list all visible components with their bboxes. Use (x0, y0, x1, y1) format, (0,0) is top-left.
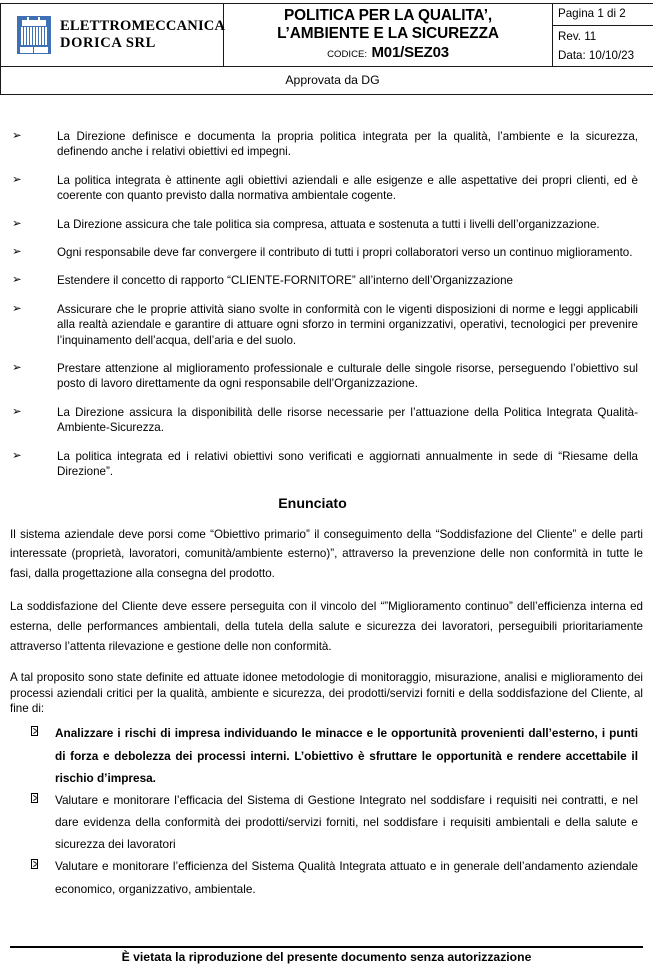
header-main-row (1, 4, 653, 67)
list-item-text: Analizzare i rischi di impresa individuando le minacce e le opportunità provenienti dall’esterno, i punti di forza e debolezza dei processi interni. L’obiettivo è sfruttare le opportunità e rendere accettabile il rischio d’impresa. (55, 726, 638, 784)
list-item (0, 855, 653, 899)
arrow-bullet-icon: ➢ (12, 129, 22, 144)
arrow-bullet-icon: ➢ (12, 405, 22, 420)
section-heading-enunciato: Enunciato (0, 496, 653, 512)
policy-points-list (0, 129, 653, 480)
page-number: Pagina 1 di 2 (553, 4, 653, 26)
footer-divider (10, 946, 643, 948)
missing-glyph-box-icon (31, 789, 38, 810)
document-page (0, 3, 653, 969)
list-item-text: Valutare e monitorare l’efficienza del Sistema Qualità Integrata attuato e in generale dell’andamento aziendale economico, organizzativo, ambientale. (55, 859, 638, 895)
list-item-text: Prestare attenzione al miglioramento professionale e culturale delle singole risorse, perseguendo l’obiettivo sul posto di lavoro direttamente da ogni responsabile dell’Organizzazione. (57, 362, 638, 390)
list-item (0, 722, 653, 789)
list-item (0, 273, 653, 288)
list-item (0, 302, 653, 348)
arrow-bullet-icon: ➢ (12, 361, 22, 376)
list-item-text: La Direzione assicura che tale politica sia compresa, attuata e sostenuta a tutti i livelli dell’organizzazione. (57, 218, 600, 231)
document-title-line2: L’AMBIENTE E LA SICUREZZA (228, 25, 548, 43)
list-item (0, 405, 653, 436)
company-logo (7, 16, 217, 54)
list-item (0, 245, 653, 260)
list-item (0, 173, 653, 204)
enunciato-paragraph-2: La soddisfazione del Cliente deve essere perseguita con il vincolo del “”Miglioramento continuo” dell’efficienza interna ed esterna, delle performances ambientali, della tutela della salute e sicurezza dei lavoratori, perseguibili prioritariamente attraverso l’attenta rilevazione e gestione delle non conformità. (10, 597, 643, 657)
enunciato-lead-in: A tal proposito sono state definite ed attuate idonee metodologie di monitoraggio, misurazione, analisi e miglioramento dei processi aziendali critici per la qualità, ambiente e sicurezza, dei prodotti/servizi forniti e della soddisfazione del Cliente, al fine di: (10, 670, 643, 716)
list-item-text: Assicurare che le proprie attività siano svolte in conformità con le vigenti disposizioni di norme e leggi applicabili alla realtà aziendale e garantire di attuare ogni sforzo in termini organizzativi, operativi, tecnologici per prevenire l’inquinamento dell’acqua, dell’aria e del suolo. (57, 303, 638, 347)
document-header-table (0, 3, 653, 95)
arrow-bullet-icon: ➢ (12, 273, 22, 288)
header-approval-row (1, 67, 653, 95)
approval-label: Approvata da DG (1, 67, 653, 95)
list-item-text: La politica integrata è attinente agli obiettivi aziendali e alle esigenze e alle aspettative dei propri clienti, ed è coerente con quanto previsto dalla normativa ambientale cogente. (57, 174, 638, 202)
document-title-line1: POLITICA PER LA QUALITA’, (228, 7, 548, 25)
transformer-logo-icon (17, 16, 51, 54)
list-item-text: La politica integrata ed i relativi obiettivi sono verificati e aggiornati annualmente in sede di “Riesame della Direzione”. (57, 450, 638, 478)
list-item (0, 789, 653, 856)
missing-glyph-box-icon (31, 722, 38, 743)
company-name-line1: ELETTROMECCANICA (60, 18, 225, 34)
arrow-bullet-icon: ➢ (12, 449, 22, 464)
company-name-line2: DORICA SRL (60, 35, 156, 51)
list-item (0, 129, 653, 160)
document-date: Data: 10/10/23 (553, 47, 653, 67)
missing-glyph-box-icon (31, 855, 38, 876)
arrow-bullet-icon: ➢ (12, 245, 22, 260)
document-body (0, 129, 653, 900)
header-title-cell (224, 4, 553, 67)
list-item-text: La Direzione definisce e documenta la propria politica integrata per la qualità, l’ambiente e la sicurezza, definendo anche i relativi obiettivi ed impegni. (57, 130, 638, 158)
list-item-text: Estendere il concetto di rapporto “CLIENTE-FORNITORE” all’interno dell’Organizzazione (57, 274, 513, 287)
document-code (228, 44, 548, 62)
list-item (0, 361, 653, 392)
arrow-bullet-icon: ➢ (12, 173, 22, 188)
arrow-bullet-icon: ➢ (12, 217, 22, 232)
document-footer (10, 946, 643, 965)
document-code-label: CODICE: (327, 49, 367, 60)
arrow-bullet-icon: ➢ (12, 302, 22, 317)
header-meta-cell (553, 4, 653, 67)
list-item-text: La Direzione assicura la disponibilità delle risorse necessarie per l’attuazione della Politica Integrata Qualità-Ambiente-Sicurezza. (57, 406, 638, 434)
enunciato-paragraph-1: Il sistema aziendale deve porsi come “Obiettivo primario” il conseguimento della “Soddisfazione del Cliente” e delle parti interessate (proprietà, lavoratori, comunità/ambiente esterno)”, attraverso la prevenzione delle non conformità in tutte le fasi, dalla progettazione alla consegna del prodotto. (10, 525, 643, 585)
list-item (0, 217, 653, 232)
header-logo-cell (1, 4, 224, 67)
list-item (0, 449, 653, 480)
objectives-list (0, 722, 653, 899)
list-item-text: Valutare e monitorare l’efficacia del Sistema di Gestione Integrato nel soddisfare i requisiti nei contratti, e nel dare evidenza della conformità dei prodotti/servizi forniti, nel soddisfare i requisiti ambientali e della salute e sicurezza dei lavoratori (55, 793, 638, 851)
company-name (60, 18, 225, 53)
revision-number: Rev. 11 (553, 26, 653, 47)
document-code-value: M01/SEZ03 (372, 44, 449, 61)
list-item-text: Ogni responsabile deve far convergere il contributo di tutti i propri collaboratori verso un continuo miglioramento. (57, 246, 632, 259)
footer-notice: È vietata la riproduzione del presente documento senza autorizzazione (10, 950, 643, 965)
